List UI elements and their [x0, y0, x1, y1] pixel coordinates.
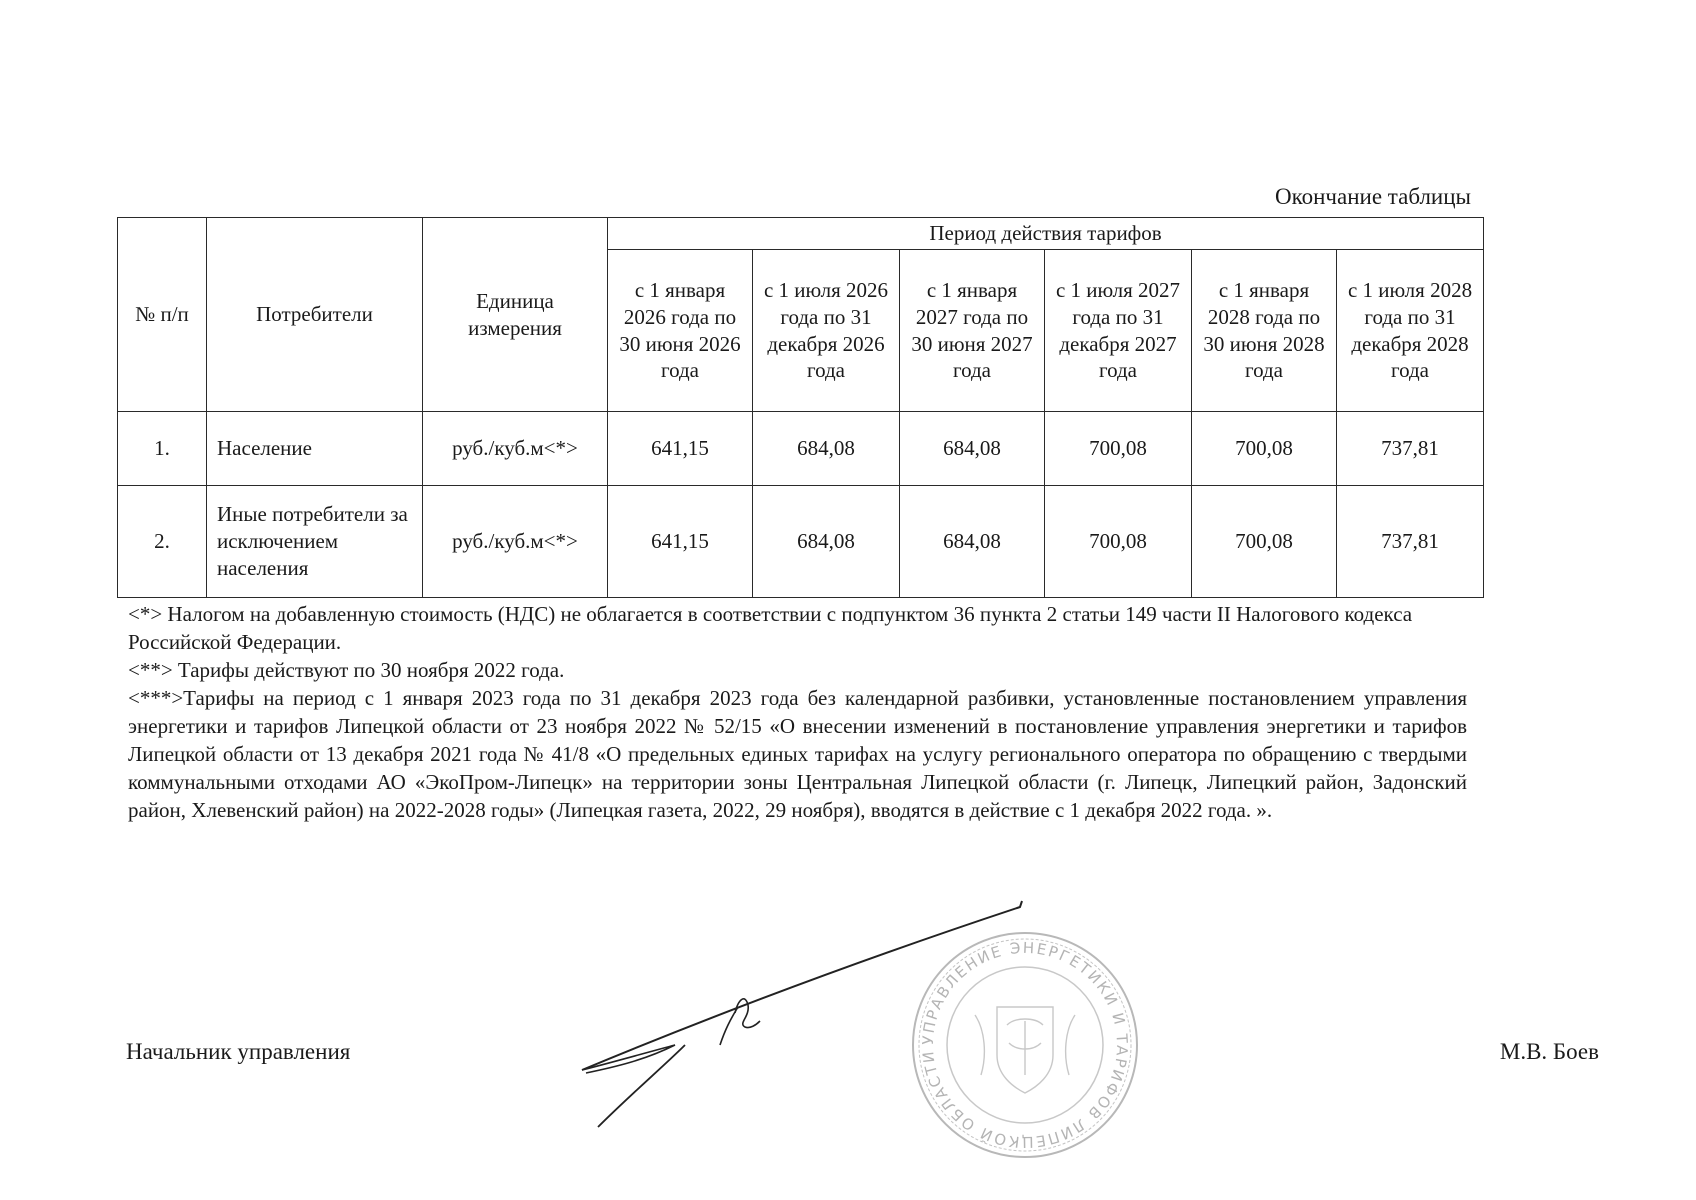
coat-of-arms-icon — [975, 1007, 1075, 1093]
row-value: 737,81 — [1337, 486, 1484, 598]
header-period: с 1 января 2026 года по 30 июня 2026 года — [608, 250, 753, 412]
row-number: 2. — [118, 486, 207, 598]
row-value: 641,15 — [608, 486, 753, 598]
seal-text: УПРАВЛЕНИЕ ЭНЕРГЕТИКИ И ТАРИФОВ ЛИПЕЦКОЙ ОБЛАСТИ — [918, 938, 1132, 1152]
header-period-group: Период действия тарифов — [608, 218, 1484, 250]
header-consumers: Потребители — [207, 218, 423, 412]
row-value: 684,08 — [753, 486, 900, 598]
row-number: 1. — [118, 412, 207, 486]
header-period: с 1 января 2027 года по 30 июня 2027 года — [900, 250, 1045, 412]
row-value: 684,08 — [900, 486, 1045, 598]
row-value: 641,15 — [608, 412, 753, 486]
table-row — [118, 486, 1484, 598]
tariff-table — [117, 217, 1484, 598]
row-unit: руб./куб.м<*> — [423, 486, 608, 598]
table-continuation-caption: Окончание таблицы — [1275, 184, 1471, 209]
footnote-vat: <*> Налогом на добавленную стоимость (НДС) не облагается в соответствии с подпунктом 36 пункта 2 статьи 149 части II Налогового кодекса Российской Федерации. — [128, 602, 1413, 654]
header-number: № п/п — [118, 218, 207, 412]
table-row — [118, 412, 1484, 486]
row-value: 737,81 — [1337, 412, 1484, 486]
official-seal — [905, 925, 1145, 1165]
row-value: 700,08 — [1045, 486, 1192, 598]
table-header-row-1 — [118, 218, 1484, 250]
row-value: 684,08 — [900, 412, 1045, 486]
row-value: 700,08 — [1192, 486, 1337, 598]
row-consumer: Население — [207, 412, 423, 486]
footnote-2023-tariffs: <***>Тарифы на период с 1 января 2023 года по 31 декабря 2023 года без календарной разбивки, установленные постановлением управления энергетики и тарифов Липецкой области от 23 ноября 2022 № 52/15 «О внесении изменений в постановление управления энергетики и тарифов Липецкой области от 13 декабря 2021 года № 41/8 «О предельных единых тарифах на услугу регионального оператора по обращению с твердыми коммунальными отходами АО «ЭкоПром-Липецк» на территории зоны Центральная Липецкой области (г. Липецк, Липецкий район, Задонский район, Хлевенский район) на 2022-2028 годы» (Липецкая газета, 2022, 29 ноября), вводятся в действие с 1 декабря 2022 года. ». — [128, 686, 1467, 822]
row-unit: руб./куб.м<*> — [423, 412, 608, 486]
footnotes — [128, 600, 1467, 824]
header-period: с 1 июля 2027 года по 31 декабря 2027 года — [1045, 250, 1192, 412]
row-consumer: Иные потребители за исключением населения — [207, 486, 423, 598]
header-period: с 1 июля 2028 года по 31 декабря 2028 года — [1337, 250, 1484, 412]
header-unit: Единица измерения — [423, 218, 608, 412]
signatory-title: Начальник управления — [126, 1039, 351, 1064]
footnote-validity: <**> Тарифы действуют по 30 ноября 2022 года. — [128, 658, 565, 682]
signatory-name: М.В. Боев — [1499, 1039, 1599, 1064]
header-period: с 1 июля 2026 года по 31 декабря 2026 года — [753, 250, 900, 412]
header-period: с 1 января 2028 года по 30 июня 2028 года — [1192, 250, 1337, 412]
row-value: 684,08 — [753, 412, 900, 486]
row-value: 700,08 — [1192, 412, 1337, 486]
row-value: 700,08 — [1045, 412, 1192, 486]
